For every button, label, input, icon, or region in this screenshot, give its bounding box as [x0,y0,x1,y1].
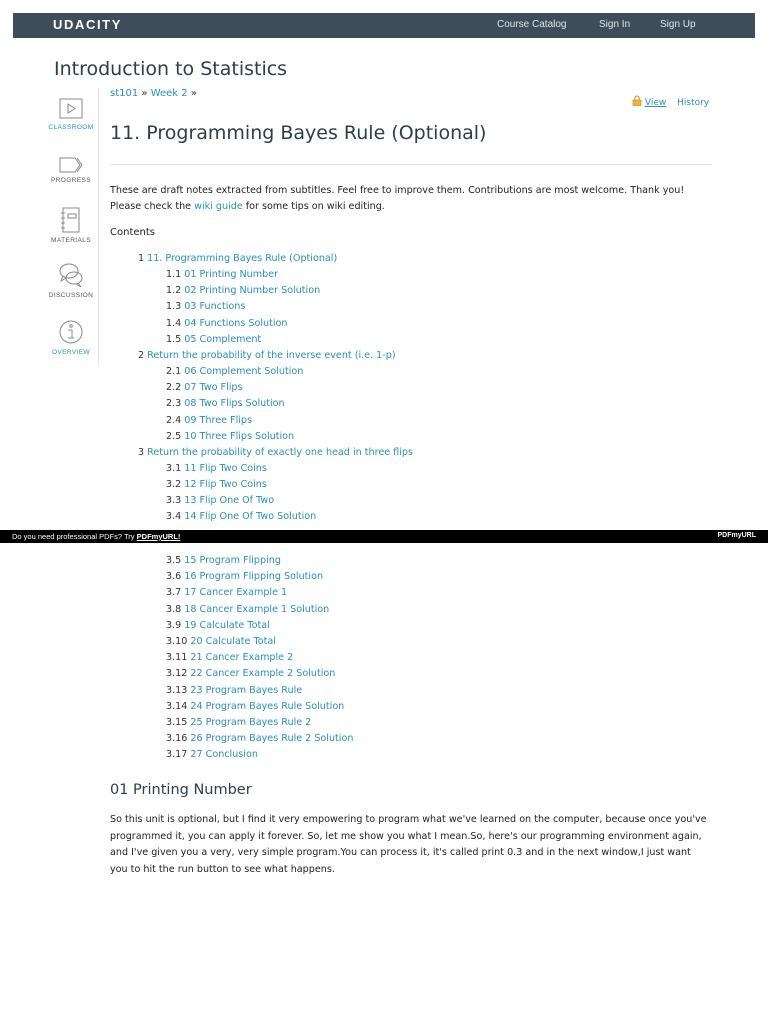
toc-link[interactable]: 23 Program Bayes Rule [190,684,303,696]
toc-item [166,652,293,663]
toc-link[interactable]: 13 Flip One Of Two [184,495,275,507]
toc-number: 2.4 [166,414,182,426]
toc-item [166,479,267,490]
toc-link[interactable]: 04 Functions Solution [184,317,288,329]
breadcrumb [110,88,197,99]
toc-link[interactable]: 06 Complement Solution [184,366,304,378]
toc-number: 2.1 [166,366,182,378]
toc-link[interactable]: Return the probability of the inverse event (i.e. 1-p) [147,349,396,361]
toc-link[interactable]: 20 Calculate Total [190,636,276,647]
sidebar-item-label: PROGRESS [50,177,92,184]
toc-item [166,668,335,679]
divider [110,164,712,165]
toc-link[interactable]: 27 Conclusion [190,749,258,761]
course-title: Introduction to Statistics [54,58,288,80]
toc-number: 3.3 [166,495,182,507]
sidebar-item-classroom[interactable] [43,97,99,131]
toc-number: 3.5 [166,555,182,566]
toc-item [166,398,285,409]
breadcrumb-week-2[interactable]: Week 2 [150,88,188,99]
intro-notice [110,183,710,215]
toc-number: 3.10 [166,636,188,647]
sidebar-item-label: OVERVIEW [51,349,91,356]
contents-heading: Contents [110,227,155,238]
toc-link[interactable]: 11 Flip Two Coins [184,462,267,474]
toc-number: 3 [138,446,145,458]
toc-number: 3.9 [166,619,182,631]
info-icon [57,318,85,346]
top-navbar [13,13,755,38]
toc-item [166,749,258,760]
toc-number: 2.2 [166,382,182,394]
toc-number: 3.6 [166,571,182,583]
sidebar-item-progress[interactable] [43,156,99,184]
toc-number: 1.4 [166,317,182,329]
toc-link[interactable]: 05 Complement [184,333,262,345]
toc-item [166,717,311,728]
toc-item [166,511,316,522]
history-link[interactable]: History [677,98,710,108]
toc-number: 2.5 [166,430,182,442]
toc-number: 3.2 [166,479,182,491]
lock-icon [632,95,642,106]
play-icon [58,97,84,121]
toc-number: 3.16 [166,733,188,745]
pdfmyurl-logo[interactable]: PDFmyURL [717,532,756,539]
toc-item [138,350,396,361]
toc-item [166,415,252,426]
toc-link[interactable]: 03 Functions [184,301,246,313]
toc-item [166,301,245,312]
toc-item [166,382,243,393]
toc-number: 3.4 [166,511,182,523]
toc-item [166,571,323,582]
toc-number: 3.14 [166,700,188,712]
sidebar-item-overview[interactable] [43,318,99,356]
toc-link[interactable]: 24 Program Bayes Rule Solution [190,700,345,712]
toc-link[interactable]: 18 Cancer Example 1 Solution [184,603,330,615]
nav-sign-up[interactable]: Sign Up [660,19,696,30]
toc-number: 3.13 [166,684,188,696]
toc-item [166,587,287,598]
sidebar-item-materials[interactable] [43,206,99,244]
toc-item [166,495,274,506]
toc-number: 2 [138,349,145,361]
toc-link[interactable]: 14 Flip One Of Two Solution [184,511,317,523]
toc-item [166,701,344,712]
section-heading: 01 Printing Number [110,782,252,798]
toc-number: 3.15 [166,717,188,728]
sidebar [43,88,99,366]
toc-link[interactable]: 26 Program Bayes Rule 2 Solution [190,733,354,745]
progress-icon [57,156,85,174]
toc-link[interactable]: 22 Cancer Example 2 Solution [190,668,336,680]
toc-item [166,366,303,377]
toc-number: 1.5 [166,333,182,345]
toc-link[interactable]: 11. Programming Bayes Rule (Optional) [147,253,338,264]
toc-item [166,269,278,280]
toc-link[interactable]: 16 Program Flipping Solution [184,571,324,583]
pdf-banner-message [12,532,180,541]
toc-item [166,636,276,647]
toc-link[interactable]: 02 Printing Number Solution [184,285,321,297]
toc-item [166,334,261,345]
toc-number: 2.3 [166,398,182,410]
toc-item [166,431,294,442]
pdf-banner-text: Do you need professional PDFs? Try [12,532,137,541]
toc-item [166,318,287,329]
toc-link[interactable]: 09 Three Flips [184,414,252,426]
toc-number: 3.11 [166,652,188,664]
intro-line [110,199,710,215]
toc-link[interactable]: 01 Printing Number [184,269,279,281]
toc-link[interactable]: 12 Flip Two Coins [184,479,267,491]
nav-course-catalog[interactable]: Course Catalog [497,19,567,30]
speech-bubbles-icon [57,261,85,289]
toc-link[interactable]: 19 Calculate Total [184,619,270,631]
intro-line: These are draft notes extracted from subtitles. Feel free to improve them. Contributions are most welcome. Thank you! [110,185,685,196]
toc-number: 3.7 [166,587,182,599]
toc-number: 1.2 [166,285,182,297]
toc-link[interactable]: 21 Cancer Example 2 [190,652,294,664]
pdf-banner [0,530,768,543]
toc-number: 3.8 [166,603,182,615]
toc-link[interactable]: 15 Program Flipping [184,555,281,566]
breadcrumb-st101[interactable]: st101 [110,88,139,99]
toc-number: 3.1 [166,462,182,474]
toc-link[interactable]: 10 Three Flips Solution [184,430,295,442]
toc-link[interactable]: 25 Program Bayes Rule 2 [190,717,312,728]
breadcrumb-separator: » [187,88,197,99]
toc-number: 1.3 [166,301,182,313]
toc-item [166,604,329,615]
sidebar-item-label: DISCUSSION [48,292,94,299]
view-link[interactable]: View [644,98,667,108]
toc-item [166,733,353,744]
toc-link[interactable]: 07 Two Flips [184,382,243,394]
toc-number: 1.1 [166,269,182,281]
intro-text: for some tips on wiki editing. [242,201,385,212]
toc-item [166,463,267,474]
toc-item [138,253,337,264]
toc-number: 3.12 [166,668,188,680]
section-body: So this unit is optional, but I find it very empowering to program what we've learned on the computer, because once you've programmed it, you can apply it forever. So, let me show you what I mean.So, here's our programming environment again, and I've given you a very, very simple program.You can process it, it's called print 0.3 and in the next window,I just want you to hit the run button to see what happens. [110,814,707,875]
toc-link[interactable]: Return the probability of exactly one head in three flips [147,446,413,458]
wiki-guide-link[interactable]: wiki guide [194,201,243,212]
toc-item [166,285,320,296]
toc-link[interactable]: 08 Two Flips Solution [184,398,285,410]
breadcrumb-separator: » [138,88,151,99]
page-actions [632,95,709,108]
intro-text: Please check the [110,201,195,212]
sidebar-item-label: CLASSROOM [48,124,94,131]
toc-link[interactable]: 17 Cancer Example 1 [184,587,288,599]
toc-item [166,685,302,696]
toc-number: 1 [138,253,145,264]
page-title: 11. Programming Bayes Rule (Optional) [110,122,487,144]
pdfmyurl-link[interactable]: PDFmyURL! [136,532,181,541]
udacity-logo[interactable]: UDACITY [53,17,122,32]
toc-item [166,620,270,631]
toc-number: 3.17 [166,749,188,761]
toc-item [166,555,281,566]
notebook-icon [59,206,83,234]
toc-item [138,447,413,458]
sidebar-item-label: MATERIALS [51,237,91,244]
sidebar-item-discussion[interactable] [43,261,99,299]
nav-sign-in[interactable]: Sign In [599,19,631,30]
